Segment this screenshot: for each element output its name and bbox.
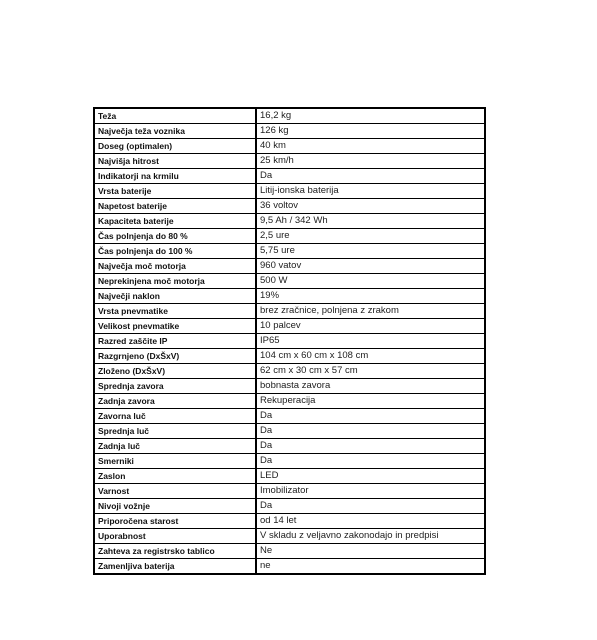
spec-value[interactable]: Da [256, 424, 484, 439]
spec-value[interactable]: 25 km/h [256, 154, 484, 169]
spec-label[interactable]: Napetost baterije [95, 199, 256, 214]
table-row [95, 214, 484, 229]
table-row [95, 334, 484, 349]
spec-label[interactable]: Teža [95, 109, 256, 124]
spec-value[interactable]: Da [256, 169, 484, 184]
table-row [95, 394, 484, 409]
spec-label[interactable]: Zavorna luč [95, 409, 256, 424]
spec-label[interactable]: Neprekinjena moč motorja [95, 274, 256, 289]
spec-value[interactable]: Ne [256, 544, 484, 559]
spec-label[interactable]: Smerniki [95, 454, 256, 469]
spec-label[interactable]: Kapaciteta baterije [95, 214, 256, 229]
table-row [95, 424, 484, 439]
table-row [95, 289, 484, 304]
spec-value[interactable]: Da [256, 454, 484, 469]
table-row [95, 124, 484, 139]
spec-label[interactable]: Zamenljiva baterija [95, 559, 256, 574]
spec-value[interactable]: IP65 [256, 334, 484, 349]
spec-label[interactable]: Razred zaščite IP [95, 334, 256, 349]
spec-value[interactable]: LED [256, 469, 484, 484]
spec-value[interactable]: 16,2 kg [256, 109, 484, 124]
spec-value[interactable]: 36 voltov [256, 199, 484, 214]
table-row [95, 259, 484, 274]
table-row [95, 454, 484, 469]
spec-value[interactable]: 10 palcev [256, 319, 484, 334]
table-row [95, 109, 484, 124]
spec-label[interactable]: Zloženo (DxŠxV) [95, 364, 256, 379]
table-row [95, 139, 484, 154]
table-row [95, 349, 484, 364]
spec-value[interactable]: ne [256, 559, 484, 574]
spec-value[interactable]: 19% [256, 289, 484, 304]
table-row [95, 304, 484, 319]
spec-label[interactable]: Največji naklon [95, 289, 256, 304]
table-row [95, 364, 484, 379]
table-row [95, 274, 484, 289]
spec-value[interactable]: 62 cm x 30 cm x 57 cm [256, 364, 484, 379]
spec-label[interactable]: Najvišja hitrost [95, 154, 256, 169]
spec-label[interactable]: Varnost [95, 484, 256, 499]
spec-value[interactable]: V skladu z veljavno zakonodajo in predpisi [256, 529, 484, 544]
table-row [95, 499, 484, 514]
spec-value[interactable]: brez zračnice, polnjena z zrakom [256, 304, 484, 319]
spec-value[interactable]: Imobilizator [256, 484, 484, 499]
spec-label[interactable]: Največja moč motorja [95, 259, 256, 274]
table-row [95, 379, 484, 394]
spec-value[interactable]: Litij-ionska baterija [256, 184, 484, 199]
table-row [95, 244, 484, 259]
spec-label[interactable]: Vrsta pnevmatike [95, 304, 256, 319]
spec-value[interactable]: Da [256, 499, 484, 514]
spec-value[interactable]: 126 kg [256, 124, 484, 139]
table-row [95, 529, 484, 544]
spec-label[interactable]: Velikost pnevmatike [95, 319, 256, 334]
spec-value[interactable]: 960 vatov [256, 259, 484, 274]
spec-label[interactable]: Čas polnjenja do 80 % [95, 229, 256, 244]
table-row [95, 544, 484, 559]
spec-label[interactable]: Priporočena starost [95, 514, 256, 529]
spec-label[interactable]: Razgrnjeno (DxŠxV) [95, 349, 256, 364]
spec-label[interactable]: Zaslon [95, 469, 256, 484]
table-row [95, 199, 484, 214]
spec-label[interactable]: Zahteva za registrsko tablico [95, 544, 256, 559]
spec-label[interactable]: Nivoji vožnje [95, 499, 256, 514]
spec-sheet [93, 107, 486, 575]
table-row [95, 469, 484, 484]
table-row [95, 484, 484, 499]
spec-label[interactable]: Vrsta baterije [95, 184, 256, 199]
spec-label[interactable]: Največja teža voznika [95, 124, 256, 139]
spec-label[interactable]: Sprednja luč [95, 424, 256, 439]
table-row [95, 169, 484, 184]
spec-value[interactable]: 40 km [256, 139, 484, 154]
spec-table-body [95, 109, 484, 573]
spec-value[interactable]: Da [256, 409, 484, 424]
table-row [95, 184, 484, 199]
spec-label[interactable]: Doseg (optimalen) [95, 139, 256, 154]
table-row [95, 514, 484, 529]
spec-value[interactable]: 9,5 Ah / 342 Wh [256, 214, 484, 229]
spec-label[interactable]: Čas polnjenja do 100 % [95, 244, 256, 259]
table-row [95, 559, 484, 574]
spec-value[interactable]: Rekuperacija [256, 394, 484, 409]
spec-label[interactable]: Indikatorji na krmilu [95, 169, 256, 184]
spec-value[interactable]: Da [256, 439, 484, 454]
spec-table [95, 109, 484, 573]
spec-value[interactable]: 2,5 ure [256, 229, 484, 244]
spec-value[interactable]: bobnasta zavora [256, 379, 484, 394]
spec-label[interactable]: Zadnja luč [95, 439, 256, 454]
spec-value[interactable]: 104 cm x 60 cm x 108 cm [256, 349, 484, 364]
spec-label[interactable]: Sprednja zavora [95, 379, 256, 394]
table-row [95, 319, 484, 334]
table-row [95, 154, 484, 169]
table-row [95, 439, 484, 454]
spec-label[interactable]: Uporabnost [95, 529, 256, 544]
spec-value[interactable]: 500 W [256, 274, 484, 289]
spec-value[interactable]: od 14 let [256, 514, 484, 529]
spec-label[interactable]: Zadnja zavora [95, 394, 256, 409]
table-row [95, 409, 484, 424]
spec-value[interactable]: 5,75 ure [256, 244, 484, 259]
table-row [95, 229, 484, 244]
